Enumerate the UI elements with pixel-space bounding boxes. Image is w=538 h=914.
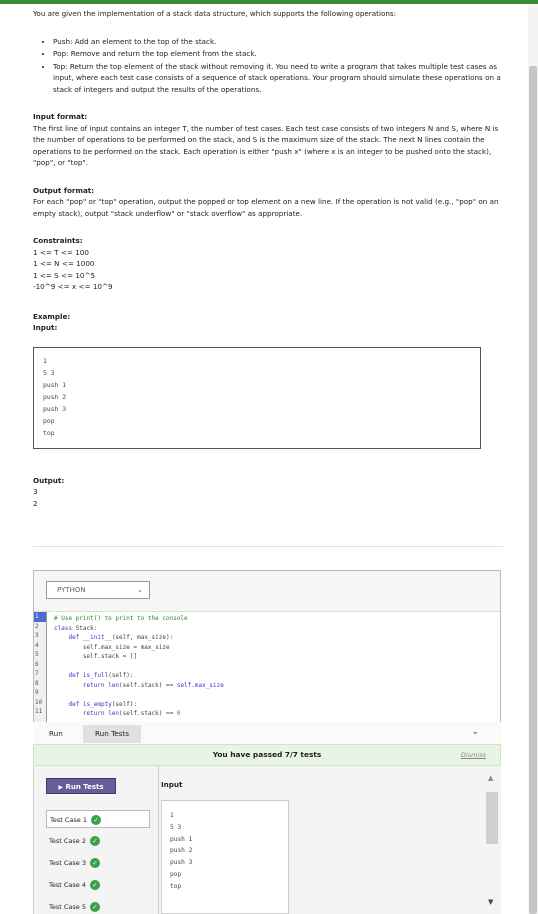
scroll-down-icon[interactable]: ▼ [488,898,494,906]
results-scrollbar[interactable] [486,774,498,908]
line-number: 8 [35,679,39,687]
collapse-chevron-icon[interactable]: ⌄ [471,727,479,737]
code-token: def [68,700,83,708]
tab-run[interactable]: Run [49,729,63,738]
test-input-line: push 3 [170,859,193,867]
code-line[interactable] [54,614,224,624]
test-result-banner [33,744,501,766]
code-line[interactable] [54,633,224,643]
test-input-line: 5 3 [170,823,182,831]
operation-push: • Push: Add an element to the top of the stack. [53,36,503,48]
example-input-line: push 2 [43,392,67,401]
example-input-line: pop [43,416,55,425]
line-number: 6 [35,660,39,668]
dismiss-link[interactable]: Dismiss [460,751,486,759]
chevron-down-icon: ⌄ [137,586,143,594]
input-label: Input [161,780,183,789]
operations-list [33,36,503,96]
constraint-x: -10^9 <= x <= 10^9 [33,282,113,291]
code-token: return [82,710,109,717]
page-scrollbar-thumb[interactable] [529,66,537,914]
code-token: is_empty [82,700,112,708]
code-token: # Use print() to print to the console [54,615,188,622]
code-token: (self.stack) == [119,681,177,689]
page-scrollbar[interactable] [528,4,538,914]
output-format-heading: Output format: [33,185,95,195]
code-token [54,682,83,689]
code-token: class [54,624,76,632]
check-circle-icon: ✓ [91,815,101,825]
problem-statement [33,8,503,509]
test-case-label: Test Case 2 [49,837,86,845]
section-divider [33,546,503,547]
input-format-heading: Input format: [33,112,88,121]
code-token: is_full [82,672,109,679]
example-input-line: 5 3 [43,368,55,377]
language-select-value: PYTHON [57,586,86,594]
code-token [54,672,68,679]
constraints-heading: Constraints: [33,236,83,245]
line-number: 4 [35,641,39,649]
code-line[interactable] [54,662,224,672]
code-token [54,701,68,708]
line-number: 2 [35,622,39,630]
code-line[interactable] [54,681,224,691]
language-select[interactable] [46,581,150,599]
example-output-line: 2 [33,498,38,508]
code-token: self.stack = [] [54,653,138,660]
operation-top: • Top: Return the top element of the stack without removing it. You need to write a program that takes multiple test cases as input, where each test case consists of a sequence of stack operations. Your program should simulate these operations on a stack of integers and output the results of the operations. [53,61,503,96]
code-token: self.max_size [176,681,224,689]
test-case-2[interactable] [46,832,150,850]
top-accent-bar [0,0,538,4]
code-token: def [68,672,83,679]
line-number: 9 [35,689,39,696]
test-result-message: You have passed 7/7 tests [212,750,322,759]
code-area[interactable] [34,611,500,722]
code-token: 0 [176,710,181,717]
scroll-up-icon[interactable]: ▲ [488,774,494,782]
test-input-line: top [170,882,182,890]
test-case-label: Test Case 5 [49,903,86,911]
code-line[interactable] [54,690,224,700]
test-case-label: Test Case 3 [49,859,86,867]
code-line[interactable] [54,652,224,662]
test-case-4[interactable] [46,876,150,894]
line-number: 5 [35,651,39,658]
code-token: (self): [108,672,134,679]
code-token: (self.stack) == [119,710,177,717]
output-format-text: For each "pop" or "top" operation, output the popped or top element on a new line. If the operation is not valid (e.g., "pop" on an empty stack), output "stack underflow" or "stack overflow" as appropriate. [33,197,499,218]
code-lines[interactable] [54,614,224,719]
code-token [54,634,68,641]
results-scrollbar-thumb[interactable] [486,792,498,844]
test-case-label: Test Case 1 [50,816,87,824]
test-input-line: pop [170,870,182,878]
code-line[interactable] [54,624,224,634]
code-token: __init__ [82,634,112,641]
test-case-label: Test Case 4 [49,881,86,889]
example-input-line: top [43,428,55,437]
example-input-line: push 3 [43,404,67,413]
check-circle-icon: ✓ [90,902,100,912]
code-token: len [108,710,120,717]
line-number-gutter [34,612,47,722]
code-line[interactable] [54,709,224,719]
example-input-line: 1 [43,356,47,365]
test-input-line: 1 [170,812,174,819]
run-tests-button-label: Run Tests [65,783,104,791]
code-token: self.max_size = max_size [54,643,170,651]
line-number: 10 [35,698,43,706]
code-line[interactable] [54,671,224,681]
example-output-heading: Output: [33,475,65,485]
code-token: (self, max_size): [111,634,174,641]
code-line[interactable] [54,700,224,710]
line-number: 3 [35,632,39,639]
test-case-1[interactable] [46,810,150,828]
test-case-5[interactable] [46,898,150,914]
constraint-t: 1 <= T <= 100 [33,247,89,257]
constraint-s: 1 <= S <= 10^5 [33,270,96,280]
check-circle-icon: ✓ [90,880,100,890]
example-input-heading: Input: [33,323,58,332]
test-case-3[interactable] [46,854,150,872]
line-number: 11 [35,708,43,715]
code-line[interactable] [54,643,224,653]
code-token: len [108,681,120,689]
check-circle-icon: ✓ [90,858,100,868]
constraint-n: 1 <= N <= 1000 [33,259,95,268]
run-tests-button[interactable] [46,778,116,794]
problem-intro: You are given the implementation of a stack data structure, which supports the following operations: [33,9,397,18]
test-results-panel [33,766,501,914]
code-token: Stack: [75,624,98,632]
example-input-block [33,347,481,449]
line-number: 1 [34,612,46,622]
example-input-line: push 1 [43,380,67,389]
tab-run-tests[interactable]: Run Tests [83,725,141,743]
check-circle-icon: ✓ [90,836,100,846]
code-token: def [68,634,83,641]
code-token: return [82,681,109,689]
input-format-text: The first line of input contains an integer T, the number of test cases. Each test case consists of two integers N and S, where N is the number of operations to be performed on the stack, and S is the maximum size of the stack. The next N lines contain the operations to be performed on the stack. Each operation is either "push x" (where x is an integer to be pushed onto the stack), "pop", or "top". [33,123,499,167]
test-input-box [161,800,289,914]
code-token: (self): [111,700,138,708]
results-divider [158,766,159,914]
code-editor-panel [33,570,501,722]
test-input-line: push 1 [170,835,193,843]
code-token [54,710,83,717]
play-icon: ▶ [58,784,64,791]
example-heading: Example: [33,311,71,321]
operation-pop: • Pop: Remove and return the top element from the stack. [53,48,503,60]
line-number: 7 [35,670,39,677]
example-output-line: 3 [33,487,38,496]
test-input-line: push 2 [170,847,193,855]
